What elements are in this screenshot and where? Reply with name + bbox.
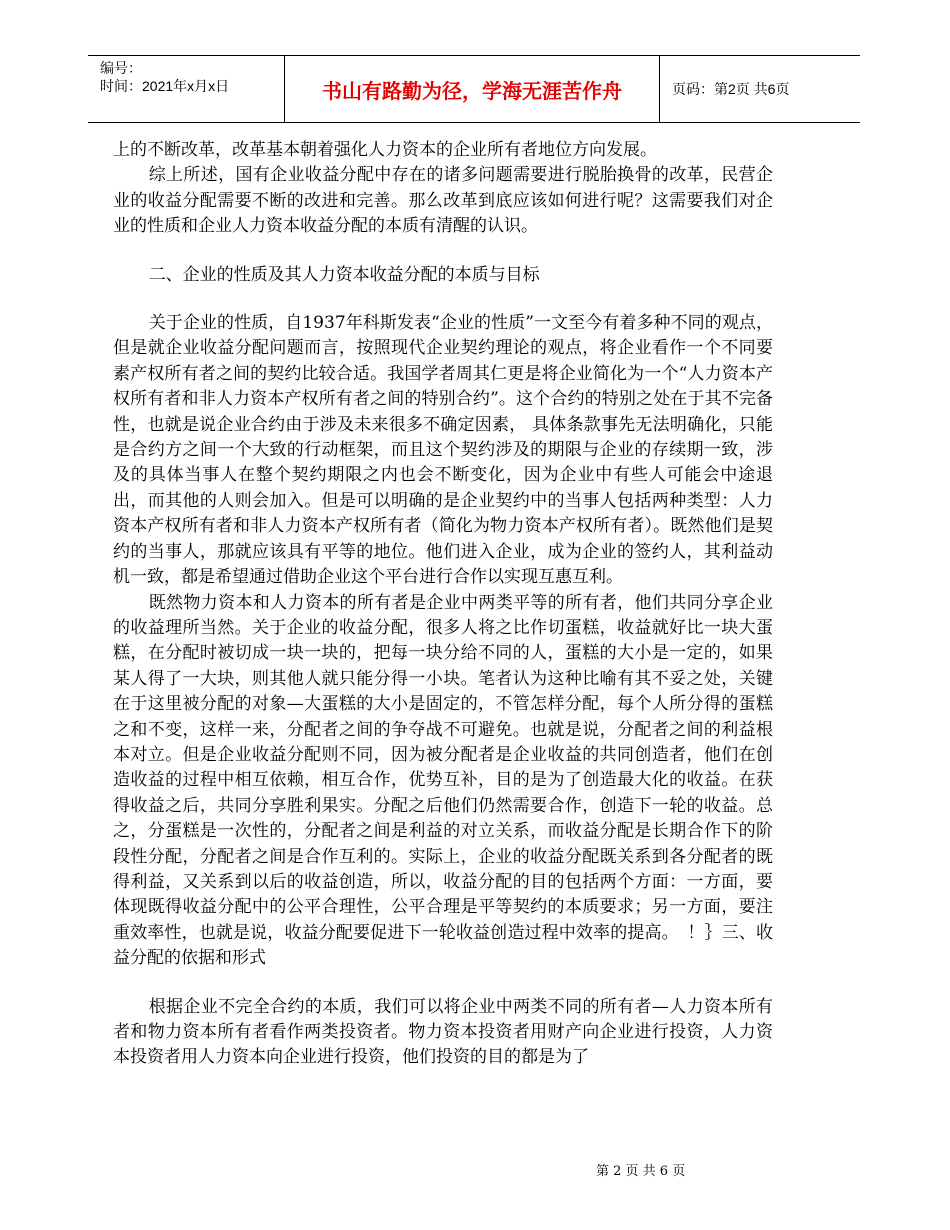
paragraph-distribution-basis: 根据企业不完全合约的本质，我们可以将企业中两类不同的所有者—人力资本所有者和物力资本所有者看作两类投资者。物力资本投资者用财产向企业进行投资，人力资本投资者用人力资本向企业进行投资，他们投资的目的都是为了 [113, 996, 773, 1068]
paragraph-summary: 综上所述，国有企业收益分配中存在的诸多问题需要进行脱胎换骨的改革，民营企业的收益分配需要不断的改进和完善。那么改革到底应该如何进行呢？这需要我们对企业的性质和企业人力资本收益分配的本质有清醒的认识。 [113, 165, 773, 237]
header-page-info: 页码：第2页 共6页 [672, 81, 790, 97]
paragraph-income-distribution: 既然物力资本和人力资本的所有者是企业中两类平等的所有者，他们共同分享企业的收益理所当然。关于企业的收益分配，很多人将之比作切蛋糕，收益就好比一块大蛋糕，在分配时被切成一块一块的，把每一块分给不同的人，蛋糕的大小是一定的，如果某人得了一大块，则其他人就只能分得一小块。笔者认为这种比喻有其不妥之处，关键在于这里被分配的对象—大蛋糕的大小是固定的，不管怎样分配，每个人所分得的蛋糕之和不变，这样一来，分配者之间的争夺战不可避免。也就是说，分配者之间的利益根本对立。但是企业收益分配则不同，因为被分配者是企业收益的共同创造者，他们在创造收益的过程中相互依赖，相互合作，优势互补，目的是为了创造最大化的收益。在获得收益之后，共同分享胜利果实。分配之后他们仍然需要合作，创造下一轮的收益。总之，分蛋糕是一次性的，分配者之间是利益的对立关系，而收益分配是长期合作下的阶段性分配，分配者之间是合作互利的。实际上，企业的收益分配既关系到各分配者的既得利益，又关系到以后的收益创造，所以，收益分配的目的包括两个方面：一方面，要体现既得收益分配中的公平合理性，公平合理是平等契约的本质要求；另一方面，要注重效率性，也就是说，收益分配要促进下一轮收益创造过程中效率的提高。 ！｝三、收益分配的依据和形式 [113, 592, 773, 969]
paragraph-continued: 上的不断改革，改革基本朝着强化人力资本的企业所有者地位方向发展。 [113, 140, 657, 160]
page-footer: 第 2 页 共 6 页 [596, 1164, 686, 1179]
paragraph-enterprise-nature: 关于企业的性质，自1937年科斯发表“企业的性质”一文至今有着多种不同的观点，但是就企业收益分配问题而言，按照现代企业契约理论的观点，将企业看作一个不同要素产权所有者之间的契约比较合适。我国学者周其仁更是将企业简化为一个“人力资本产权所有者和非人力资本产权所有者之间的特别合约”。这个合约的特别之处在于其不完备性，也就是说企业合约由于涉及未来很多不确定因素， 具体条款事先无法明确化，只能是合约方之间一个大致的行动框架，而且这个契约涉及的期限与企业的存续期一致，涉及的具体当事人在整个契约期限之内也会不断变化，因为企业中有些人可能会中途退出，而其他的人则会加入。但是可以明确的是企业契约中的当事人包括两种类型：人力资本产权所有者和非人力资本产权所有者（简化为物力资本产权所有者）。既然他们是契约的当事人，那就应该具有平等的地位。他们进入企业，成为企业的签约人，其利益动机一致，都是希望通过借助企业这个平台进行合作以实现互惠互利。 [113, 313, 773, 588]
document-body [113, 138, 773, 1071]
document-number-label: 编号： [100, 60, 142, 76]
header-motto: 书山有路勤为径，学海无涯苦作舟 [284, 56, 660, 122]
page-header [88, 55, 860, 123]
section-heading-2: 二、企业的性质及其人力资本收益分配的本质与目标 [148, 264, 540, 285]
header-meta [88, 56, 282, 122]
document-date: 时间：2021年x月x日 [100, 78, 230, 94]
